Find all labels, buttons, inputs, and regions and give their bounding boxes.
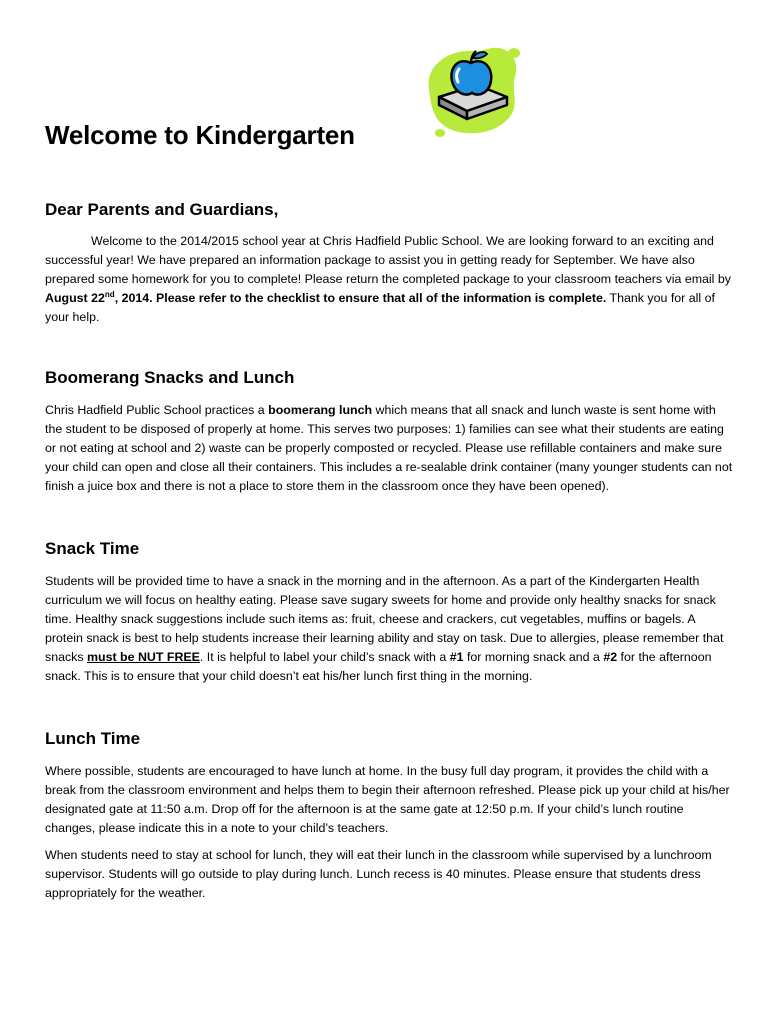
section-paragraph: When students need to stay at school for lunch, they will eat their lunch in the classroom while supervised by a lunchroom supervisor. Students will go outside to play during lunch. Lunch recess is 40 minutes. Please ensure that students dress appropriately for the weather. (45, 848, 712, 900)
section-paragraph: Chris Hadfield Public School practices a boomerang lunch which means that all snack and lunch waste is sent home with the student to be disposed of properly at home. This serves two purposes: 1) families can see what their students are eating or not eating at school and 2) waste can be properly composted or recycled. Please use refillable containers and make sure your child can open and close all their containers. This includes a re-sealable drink container (many younger students can not finish a juice box and there is not a place to store them in the classroom once they have been opened). (45, 403, 733, 493)
nut-free-emphasis: must be NUT FREE (87, 650, 200, 664)
section-paragraph: Students will be provided time to have a snack in the morning and in the afternoon. As a part of the Kindergarten Health curriculum we will focus on healthy eating. Please save sugary sweets for home and provide only healthy snacks for snack time. Healthy snack suggestions include such items as: fruit, cheese and crackers, cut vegetables, muffins or bagels. A protein snack is best to help students increase their learning ability and stay on task. Due to allergies, please remember that snacks must be NUT FREE. It is helpful to label your child’s snack with a #1 for morning snack and a #2 for the afternoon snack. This is to ensure that your child doesn’t eat his/her lunch first thing in the morning. (45, 574, 724, 683)
due-date: August 22nd, 2014. Please refer to the checklist to ensure that all of the information is complete. (45, 289, 607, 305)
section-lunch (45, 729, 735, 903)
section-boomerang (45, 368, 735, 496)
section-heading: Lunch Time (45, 729, 141, 748)
apple-on-book-icon (415, 45, 525, 140)
section-heading: Snack Time (45, 539, 140, 558)
salutation: Dear Parents and Guardians, (45, 200, 279, 219)
section-paragraph: Where possible, students are encouraged to have lunch at home. In the busy full day program, it provides the child with a break from the classroom environment and helps them to begin their afternoon refreshed. Please pick up your child at his/her designated gate at 11:50 a.m. Drop off for the afternoon is at the same gate at 12:50 p.m. If your child’s lunch routine changes, please indicate this in a note to your child’s teachers. (45, 764, 730, 835)
intro-paragraph: Welcome to the 2014/2015 school year at Chris Hadfield Public School. We are looking forward to an exciting and successful year! We have prepared an information package to assist you in getting ready for September. We have also prepared some homework for you to complete! Please return the completed package to your classroom teachers via email by August 22nd, 2014. Please refer to the checklist to ensure that all of the information is complete. Thank you for all of your help. (45, 234, 731, 324)
section-heading: Boomerang Snacks and Lunch (45, 368, 295, 387)
section-snack (45, 539, 735, 686)
page-title: Welcome to Kindergarten (45, 120, 355, 150)
